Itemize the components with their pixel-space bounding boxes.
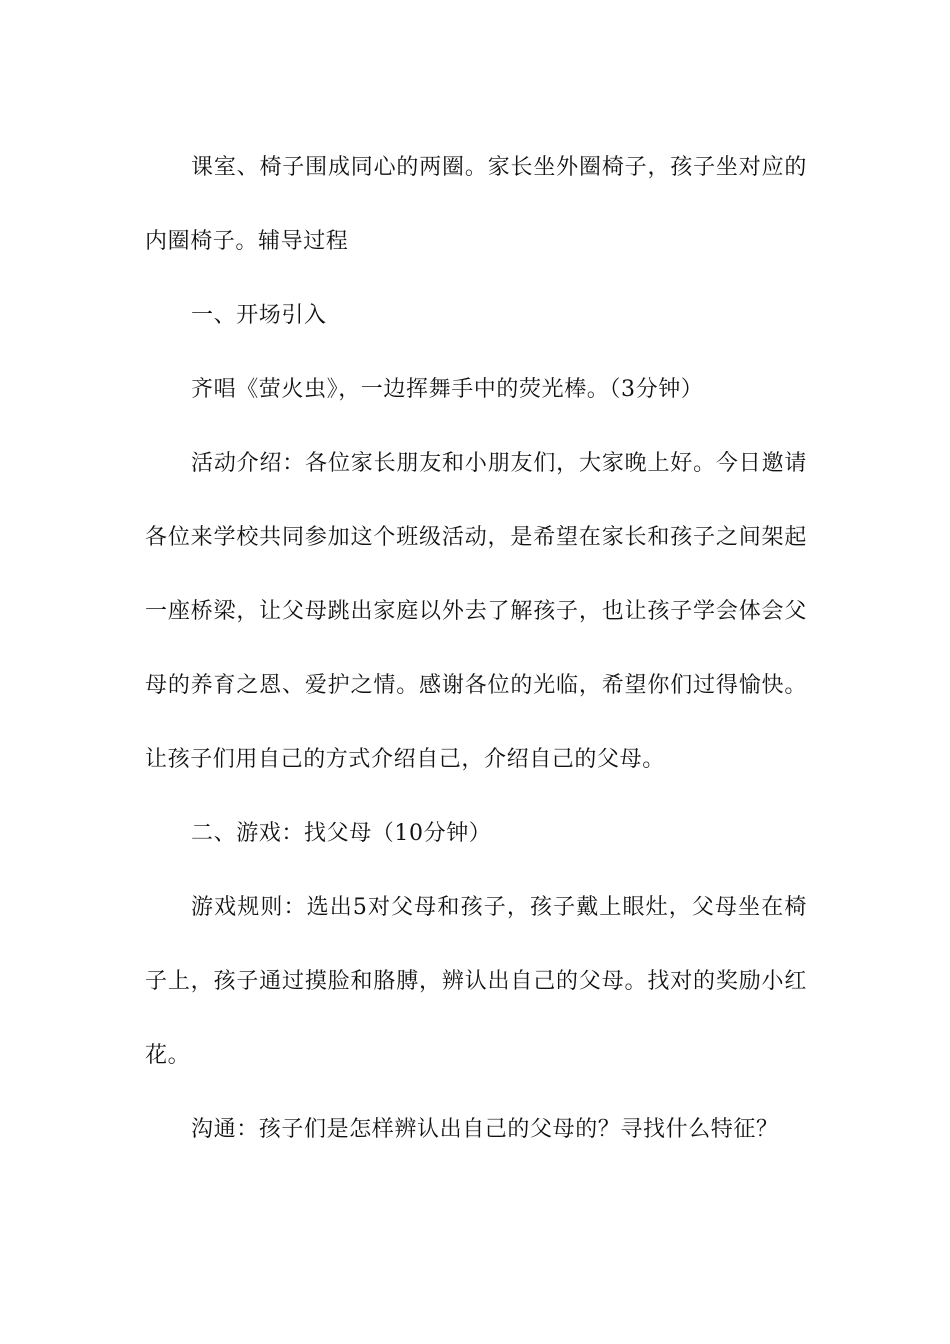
paragraph-sing-song: 齐唱《萤火虫》，一边挥舞手中的荧光棒。（3分钟） [191, 377, 704, 402]
section-heading-opening: 一、开场引入 [191, 303, 327, 328]
document-body [145, 131, 807, 1167]
paragraph-game-rules: 游戏规则：选出5对父母和孩子，孩子戴上眼灶，父母坐在椅子上，孩子通过摸脸和胳膊，辨认出自己的父母。找对的奖励小红花。 [145, 895, 807, 1068]
paragraph-activity-intro: 活动介绍：各位家长朋友和小朋友们，大家晚上好。今日邀请各位来学校共同参加这个班级活动，是希望在家长和孩子之间架起一座桥梁，让父母跳出家庭以外去了解孩子，也让孩子学会体会父母的养育之恩、爱护之情。感谢各位的光临，希望你们过得愉快。让孩子们用自己的方式介绍自己，介绍自己的父母。 [145, 451, 807, 772]
section-heading-game: 二、游戏：找父母（10分钟） [191, 821, 492, 846]
paragraph-venue-setup: 课室、椅子围成同心的两圈。家长坐外圈椅子，孩子坐对应的内圈椅子。辅导过程 [145, 155, 807, 254]
paragraph-communication: 沟通：孩子们是怎样辨认出自己的父母的？寻找什么特征？ [191, 1117, 779, 1142]
